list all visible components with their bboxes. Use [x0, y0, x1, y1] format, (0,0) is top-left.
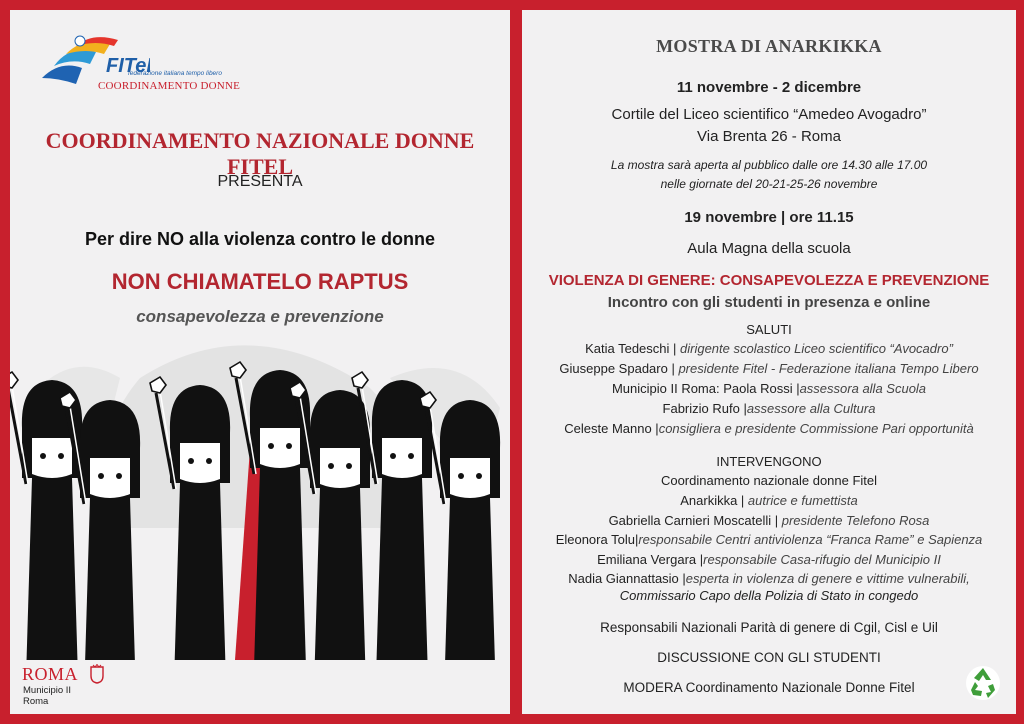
- speaker-row-continuation: Commissario Capo della Polizia di Stato in congedo: [619, 588, 919, 603]
- exhibition-title: MOSTRA DI ANARKIKKA: [656, 36, 882, 56]
- organizer-title: COORDINAMENTO NAZIONALE DONNE FITEL: [45, 128, 475, 179]
- exhibition-dates: 11 novembre - 2 dicembre: [676, 79, 862, 96]
- speaker-row: Giuseppe Spadaro | presidente Fitel - Federazione italiana Tempo Libero: [559, 361, 979, 376]
- speaker-row: Fabrizio Rufo |assessore alla Cultura: [662, 401, 876, 416]
- discussione-line: DISCUSSIONE CON GLI STUDENTI: [657, 650, 881, 665]
- venue-line-1: Cortile del Liceo scientifico “Amedeo Avogadro”: [611, 106, 927, 123]
- slogan: Per dire NO alla violenza contro le donne: [84, 229, 436, 249]
- speaker-row: Celeste Manno |consigliera e presidente Commissione Pari opportunità: [564, 421, 974, 436]
- conference-title: VIOLENZA DI GENERE: CONSAPEVOLEZZA E PREVENZIONE: [548, 272, 990, 289]
- hours-line-2: nelle giornate del 20-21-25-26 novembre: [660, 177, 878, 191]
- protest-women-illustration: [10, 338, 510, 660]
- speaker-row: Katia Tedeschi | dirigente scolastico Liceo scientifico “Avocadro”: [585, 341, 953, 356]
- logo-coordinamento: COORDINAMENTO DONNE: [98, 80, 241, 92]
- fitel-logo: [40, 34, 280, 104]
- svg-text:FITeL: FITe: [106, 55, 147, 77]
- poster-left-panel: [10, 10, 510, 714]
- event-headline: NON CHIAMATELO RAPTUS: [111, 269, 409, 294]
- venue-line-2: Via Brenta 26 - Roma: [697, 128, 841, 145]
- speaker-row: Municipio II Roma: Paola Rossi |assessora alla Scuola: [611, 381, 927, 396]
- speaker-row: Anarkikka | autrice e fumettista: [680, 493, 858, 508]
- intervengono-heading: INTERVENGONO: [716, 454, 822, 469]
- speaker-row: Coordinamento nazionale donne Fitel: [660, 473, 878, 488]
- conference-subtitle: Incontro con gli studenti in presenza e online: [607, 294, 931, 311]
- modera-line: MODERA Coordinamento Nazionale Donne Fitel: [623, 680, 915, 695]
- roma-logo-text: ROMA: [22, 664, 79, 684]
- responsabili-line: Responsabili Nazionali Parità di genere di Cgil, Cisl e Uil: [600, 620, 938, 635]
- hours-line-1: La mostra sarà aperta al pubblico dalle ore 14.30 alle 17.00: [610, 158, 928, 172]
- speaker-row: Eleonora Tolu|responsabile Centri antiviolenza “Franca Rame” e Sapienza: [555, 532, 983, 547]
- roma-municipio: Municipio II Roma: [23, 685, 72, 707]
- event-date: 19 novembre | ore 11.15: [684, 209, 854, 226]
- speaker-row: Emiliana Vergara |responsabile Casa-rifugio del Municipio II: [597, 552, 941, 567]
- poster-right-panel: [522, 10, 1016, 714]
- speaker-row: Nadia Giannattasio |esperta in violenza di genere e vittime vulnerabili,: [568, 571, 970, 586]
- event-room: Aula Magna della scuola: [687, 240, 851, 257]
- event-subtitle: consapevolezza e prevenzione: [136, 307, 384, 326]
- presenta-label: PRESENTA: [217, 173, 303, 190]
- recycle-icon: [964, 664, 1002, 702]
- saluti-heading: SALUTI: [746, 322, 792, 337]
- speaker-row: Gabriella Carnieri Moscatelli | presidente Telefono Rosa: [608, 513, 930, 528]
- logo-tagline: federazione italiana tempo libero: [128, 70, 222, 77]
- roma-shield-icon: [90, 664, 104, 684]
